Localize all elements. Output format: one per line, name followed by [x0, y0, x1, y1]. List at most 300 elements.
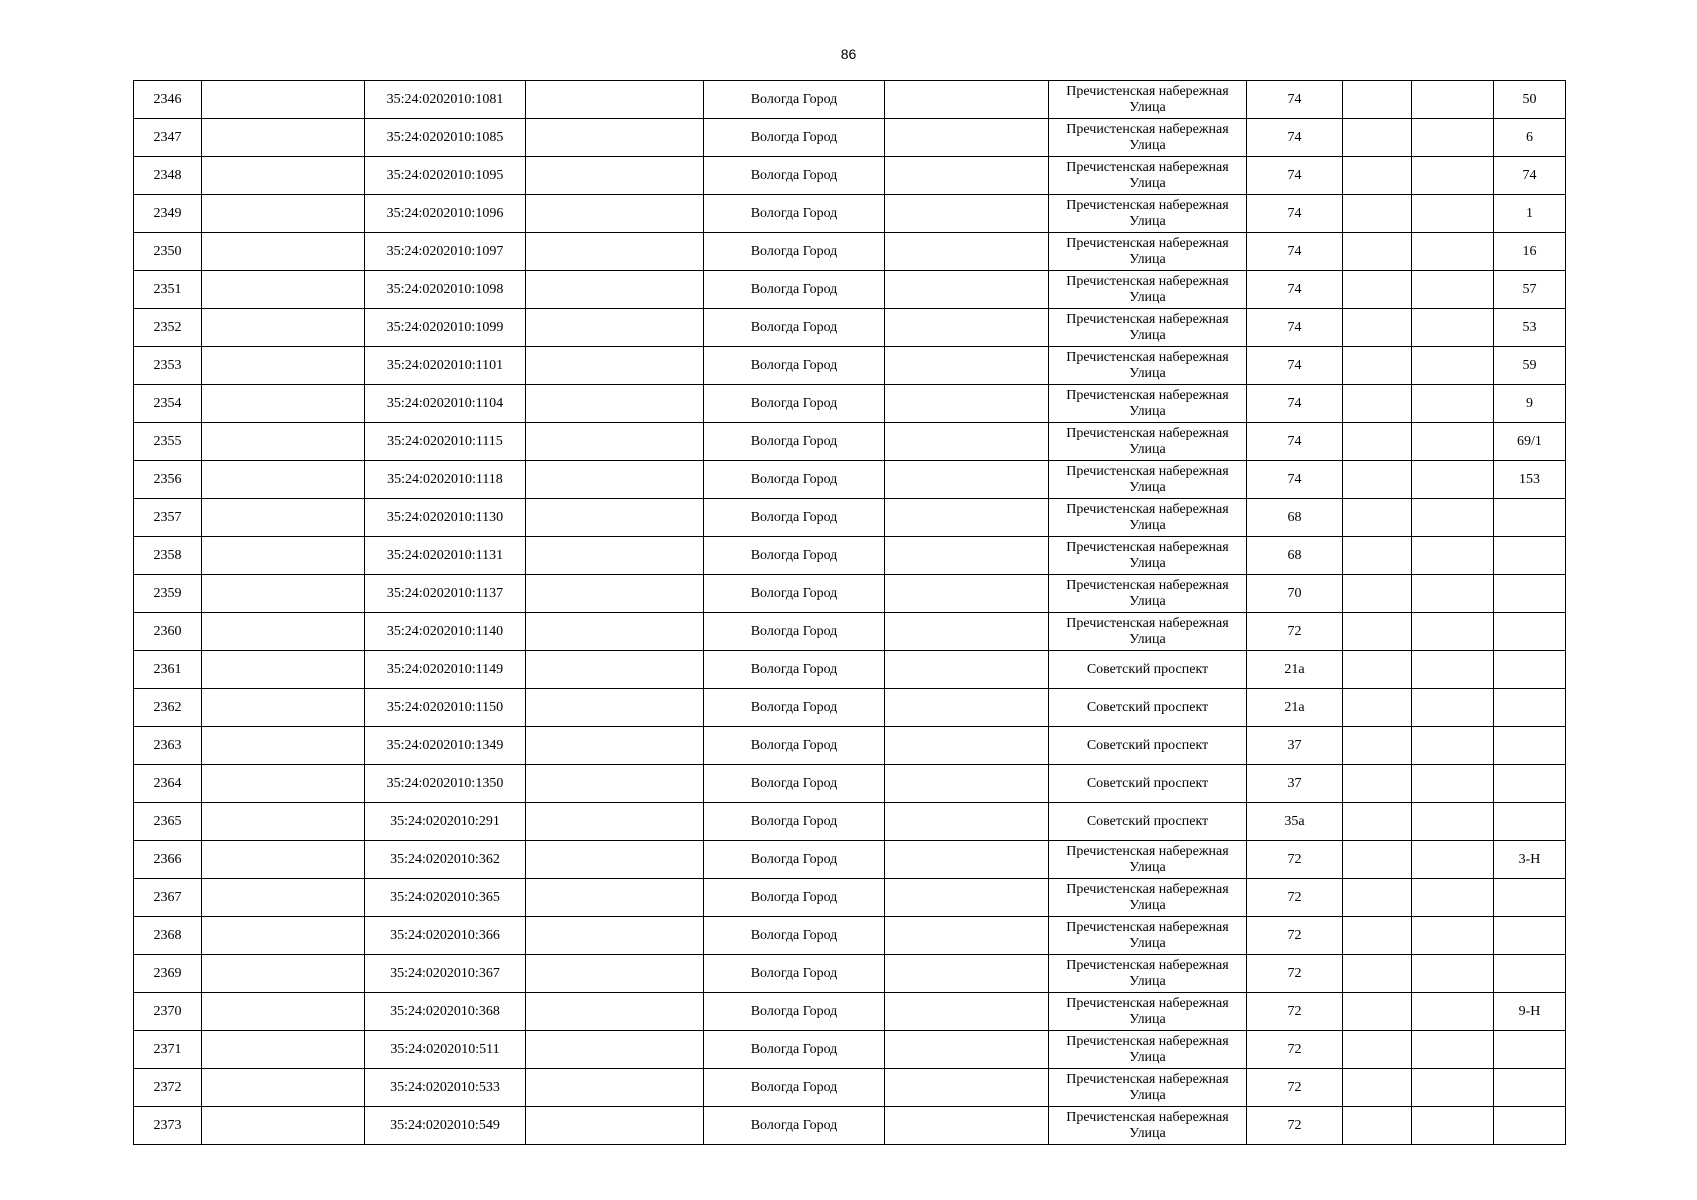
locality-cell: Вологда Город [704, 803, 885, 841]
row-number-cell: 2357 [134, 499, 202, 537]
row-number-cell: 2348 [134, 157, 202, 195]
empty-cell [885, 347, 1049, 385]
apartment-number-cell [1494, 1107, 1566, 1145]
locality-cell: Вологда Город [704, 195, 885, 233]
street-type-line: Улица [1129, 479, 1166, 495]
house-number-cell: 70 [1247, 575, 1343, 613]
empty-cell [1412, 385, 1494, 423]
street-type-line: Улица [1129, 973, 1166, 989]
empty-cell [526, 1069, 704, 1107]
row-number-cell: 2351 [134, 271, 202, 309]
empty-cell [885, 765, 1049, 803]
locality-cell: Вологда Город [704, 917, 885, 955]
street-name-line: Советский проспект [1086, 661, 1209, 677]
street-type-line: Улица [1129, 289, 1166, 305]
apartment-number-cell [1494, 955, 1566, 993]
street-name-line: Пречистенская набережная [1066, 311, 1229, 327]
cadastral-number-cell: 35:24:0202010:1085 [365, 119, 526, 157]
table-row [134, 1031, 1566, 1069]
cadastral-number-cell: 35:24:0202010:1097 [365, 233, 526, 271]
house-number-cell: 72 [1247, 613, 1343, 651]
street-name-line: Пречистенская набережная [1066, 1071, 1229, 1087]
table-row [134, 765, 1566, 803]
row-number-cell: 2350 [134, 233, 202, 271]
empty-cell [1343, 461, 1412, 499]
house-number-cell: 74 [1247, 81, 1343, 119]
street-name-line: Пречистенская набережная [1066, 83, 1229, 99]
empty-cell [1412, 271, 1494, 309]
cadastral-number-cell: 35:24:0202010:1140 [365, 613, 526, 651]
cadastral-number-cell: 35:24:0202010:1349 [365, 727, 526, 765]
empty-cell [202, 271, 365, 309]
house-number-cell: 72 [1247, 917, 1343, 955]
locality-cell: Вологда Город [704, 689, 885, 727]
empty-cell [1343, 195, 1412, 233]
empty-cell [526, 765, 704, 803]
row-number-cell: 2354 [134, 385, 202, 423]
house-number-cell: 74 [1247, 461, 1343, 499]
locality-cell: Вологда Город [704, 1069, 885, 1107]
house-number-cell: 74 [1247, 309, 1343, 347]
locality-cell: Вологда Город [704, 651, 885, 689]
cadastral-number-cell: 35:24:0202010:1098 [365, 271, 526, 309]
empty-cell [526, 879, 704, 917]
house-number-cell: 74 [1247, 423, 1343, 461]
table-row [134, 233, 1566, 271]
empty-cell [526, 461, 704, 499]
empty-cell [885, 651, 1049, 689]
street-cell [1049, 879, 1247, 917]
empty-cell [1343, 233, 1412, 271]
cadastral-number-cell: 35:24:0202010:368 [365, 993, 526, 1031]
empty-cell [885, 955, 1049, 993]
apartment-number-cell: 9-Н [1494, 993, 1566, 1031]
cadastral-number-cell: 35:24:0202010:1081 [365, 81, 526, 119]
cadastral-number-cell: 35:24:0202010:1115 [365, 423, 526, 461]
street-type-line: Улица [1129, 631, 1166, 647]
apartment-number-cell: 50 [1494, 81, 1566, 119]
empty-cell [1343, 917, 1412, 955]
street-name-line: Пречистенская набережная [1066, 881, 1229, 897]
street-cell [1049, 461, 1247, 499]
locality-cell: Вологда Город [704, 423, 885, 461]
street-name-line: Пречистенская набережная [1066, 349, 1229, 365]
street-cell [1049, 993, 1247, 1031]
row-number-cell: 2358 [134, 537, 202, 575]
street-name-line: Пречистенская набережная [1066, 501, 1229, 517]
empty-cell [1412, 993, 1494, 1031]
house-number-cell: 72 [1247, 879, 1343, 917]
cadastral-number-cell: 35:24:0202010:1130 [365, 499, 526, 537]
table-row [134, 917, 1566, 955]
empty-cell [1343, 613, 1412, 651]
locality-cell: Вологда Город [704, 157, 885, 195]
street-cell [1049, 651, 1247, 689]
apartment-number-cell: 53 [1494, 309, 1566, 347]
empty-cell [202, 613, 365, 651]
apartment-number-cell: 59 [1494, 347, 1566, 385]
empty-cell [202, 955, 365, 993]
street-name-line: Пречистенская набережная [1066, 615, 1229, 631]
empty-cell [1343, 955, 1412, 993]
empty-cell [1343, 119, 1412, 157]
empty-cell [885, 423, 1049, 461]
cadastral-number-cell: 35:24:0202010:1118 [365, 461, 526, 499]
street-name-line: Советский проспект [1086, 699, 1209, 715]
empty-cell [885, 499, 1049, 537]
empty-cell [885, 385, 1049, 423]
street-cell [1049, 157, 1247, 195]
empty-cell [202, 537, 365, 575]
empty-cell [526, 499, 704, 537]
empty-cell [1343, 537, 1412, 575]
locality-cell: Вологда Город [704, 1031, 885, 1069]
house-number-cell: 74 [1247, 385, 1343, 423]
row-number-cell: 2355 [134, 423, 202, 461]
street-name-line: Пречистенская набережная [1066, 197, 1229, 213]
row-number-cell: 2370 [134, 993, 202, 1031]
apartment-number-cell: 3-Н [1494, 841, 1566, 879]
empty-cell [885, 119, 1049, 157]
locality-cell: Вологда Город [704, 271, 885, 309]
apartment-number-cell [1494, 879, 1566, 917]
street-cell [1049, 537, 1247, 575]
empty-cell [885, 803, 1049, 841]
table-row [134, 499, 1566, 537]
cadastral-number-cell: 35:24:0202010:1099 [365, 309, 526, 347]
empty-cell [885, 1107, 1049, 1145]
empty-cell [202, 233, 365, 271]
empty-cell [202, 385, 365, 423]
empty-cell [1343, 879, 1412, 917]
street-name-line: Пречистенская набережная [1066, 539, 1229, 555]
empty-cell [1343, 1031, 1412, 1069]
street-cell [1049, 765, 1247, 803]
street-type-line: Улица [1129, 935, 1166, 951]
empty-cell [1412, 879, 1494, 917]
table-row [134, 423, 1566, 461]
street-type-line: Улица [1129, 403, 1166, 419]
street-name-line: Советский проспект [1086, 813, 1209, 829]
empty-cell [885, 575, 1049, 613]
row-number-cell: 2352 [134, 309, 202, 347]
table-row [134, 271, 1566, 309]
empty-cell [1412, 689, 1494, 727]
row-number-cell: 2346 [134, 81, 202, 119]
locality-cell: Вологда Город [704, 461, 885, 499]
street-type-line: Улица [1129, 517, 1166, 533]
row-number-cell: 2364 [134, 765, 202, 803]
empty-cell [526, 955, 704, 993]
street-cell [1049, 1031, 1247, 1069]
table-row [134, 841, 1566, 879]
table-row [134, 385, 1566, 423]
empty-cell [526, 423, 704, 461]
empty-cell [1412, 841, 1494, 879]
table-row [134, 955, 1566, 993]
street-type-line: Улица [1129, 137, 1166, 153]
street-type-line: Улица [1129, 441, 1166, 457]
empty-cell [885, 1031, 1049, 1069]
row-number-cell: 2359 [134, 575, 202, 613]
locality-cell: Вологда Город [704, 233, 885, 271]
empty-cell [202, 765, 365, 803]
table-row [134, 81, 1566, 119]
empty-cell [1412, 765, 1494, 803]
apartment-number-cell: 57 [1494, 271, 1566, 309]
row-number-cell: 2360 [134, 613, 202, 651]
empty-cell [1412, 537, 1494, 575]
empty-cell [1412, 613, 1494, 651]
table-row [134, 537, 1566, 575]
row-number-cell: 2368 [134, 917, 202, 955]
empty-cell [202, 1031, 365, 1069]
locality-cell: Вологда Город [704, 1107, 885, 1145]
table-row [134, 1069, 1566, 1107]
street-type-line: Улица [1129, 327, 1166, 343]
empty-cell [526, 385, 704, 423]
house-number-cell: 74 [1247, 271, 1343, 309]
cadastral-number-cell: 35:24:0202010:1149 [365, 651, 526, 689]
empty-cell [1412, 157, 1494, 195]
house-number-cell: 37 [1247, 727, 1343, 765]
cadastral-number-cell: 35:24:0202010:362 [365, 841, 526, 879]
empty-cell [526, 119, 704, 157]
empty-cell [526, 347, 704, 385]
street-type-line: Улица [1129, 365, 1166, 381]
house-number-cell: 68 [1247, 499, 1343, 537]
empty-cell [1412, 499, 1494, 537]
street-name-line: Пречистенская набережная [1066, 387, 1229, 403]
empty-cell [202, 119, 365, 157]
empty-cell [1343, 499, 1412, 537]
row-number-cell: 2349 [134, 195, 202, 233]
cadastral-number-cell: 35:24:0202010:1150 [365, 689, 526, 727]
locality-cell: Вологда Город [704, 841, 885, 879]
street-cell [1049, 423, 1247, 461]
empty-cell [885, 841, 1049, 879]
empty-cell [1412, 119, 1494, 157]
table-body [134, 81, 1566, 1145]
empty-cell [526, 841, 704, 879]
street-name-line: Пречистенская набережная [1066, 577, 1229, 593]
row-number-cell: 2347 [134, 119, 202, 157]
locality-cell: Вологда Город [704, 309, 885, 347]
row-number-cell: 2369 [134, 955, 202, 993]
row-number-cell: 2356 [134, 461, 202, 499]
row-number-cell: 2361 [134, 651, 202, 689]
street-name-line: Советский проспект [1086, 737, 1209, 753]
empty-cell [1412, 195, 1494, 233]
house-number-cell: 72 [1247, 1031, 1343, 1069]
empty-cell [885, 461, 1049, 499]
street-name-line: Пречистенская набережная [1066, 121, 1229, 137]
empty-cell [1343, 651, 1412, 689]
table-row [134, 1107, 1566, 1145]
empty-cell [202, 1107, 365, 1145]
street-name-line: Пречистенская набережная [1066, 957, 1229, 973]
empty-cell [1343, 803, 1412, 841]
table-row [134, 575, 1566, 613]
street-name-line: Пречистенская набережная [1066, 463, 1229, 479]
house-number-cell: 72 [1247, 955, 1343, 993]
locality-cell: Вологда Город [704, 119, 885, 157]
apartment-number-cell: 16 [1494, 233, 1566, 271]
empty-cell [526, 917, 704, 955]
locality-cell: Вологда Город [704, 499, 885, 537]
cadastral-number-cell: 35:24:0202010:1137 [365, 575, 526, 613]
empty-cell [526, 651, 704, 689]
apartment-number-cell [1494, 537, 1566, 575]
street-cell [1049, 81, 1247, 119]
street-cell [1049, 613, 1247, 651]
empty-cell [1343, 157, 1412, 195]
street-type-line: Улица [1129, 555, 1166, 571]
apartment-number-cell [1494, 575, 1566, 613]
street-cell [1049, 575, 1247, 613]
street-name-line: Пречистенская набережная [1066, 919, 1229, 935]
apartment-number-cell: 9 [1494, 385, 1566, 423]
row-number-cell: 2362 [134, 689, 202, 727]
street-cell [1049, 841, 1247, 879]
empty-cell [202, 689, 365, 727]
empty-cell [1343, 81, 1412, 119]
street-type-line: Улица [1129, 99, 1166, 115]
empty-cell [1412, 1031, 1494, 1069]
empty-cell [526, 803, 704, 841]
cadastral-number-cell: 35:24:0202010:533 [365, 1069, 526, 1107]
table-row [134, 157, 1566, 195]
street-cell [1049, 727, 1247, 765]
empty-cell [202, 993, 365, 1031]
row-number-cell: 2373 [134, 1107, 202, 1145]
apartment-number-cell: 69/1 [1494, 423, 1566, 461]
table-row [134, 993, 1566, 1031]
empty-cell [1343, 765, 1412, 803]
apartment-number-cell [1494, 765, 1566, 803]
house-number-cell: 74 [1247, 233, 1343, 271]
table-row [134, 309, 1566, 347]
empty-cell [1343, 993, 1412, 1031]
street-cell [1049, 803, 1247, 841]
empty-cell [1343, 271, 1412, 309]
empty-cell [1343, 1069, 1412, 1107]
empty-cell [1412, 461, 1494, 499]
empty-cell [1412, 347, 1494, 385]
empty-cell [202, 309, 365, 347]
apartment-number-cell: 1 [1494, 195, 1566, 233]
empty-cell [885, 917, 1049, 955]
locality-cell: Вологда Город [704, 765, 885, 803]
house-number-cell: 72 [1247, 1107, 1343, 1145]
empty-cell [202, 879, 365, 917]
empty-cell [1343, 347, 1412, 385]
empty-cell [885, 81, 1049, 119]
empty-cell [526, 233, 704, 271]
empty-cell [526, 81, 704, 119]
row-number-cell: 2367 [134, 879, 202, 917]
locality-cell: Вологда Город [704, 537, 885, 575]
empty-cell [526, 271, 704, 309]
empty-cell [1343, 689, 1412, 727]
empty-cell [526, 157, 704, 195]
empty-cell [202, 727, 365, 765]
empty-cell [526, 195, 704, 233]
row-number-cell: 2371 [134, 1031, 202, 1069]
empty-cell [1412, 309, 1494, 347]
empty-cell [526, 727, 704, 765]
locality-cell: Вологда Город [704, 955, 885, 993]
apartment-number-cell [1494, 689, 1566, 727]
empty-cell [526, 689, 704, 727]
house-number-cell: 74 [1247, 119, 1343, 157]
empty-cell [885, 309, 1049, 347]
street-name-line: Советский проспект [1086, 775, 1209, 791]
house-number-cell: 35а [1247, 803, 1343, 841]
apartment-number-cell [1494, 727, 1566, 765]
street-cell [1049, 499, 1247, 537]
empty-cell [526, 1031, 704, 1069]
empty-cell [1412, 727, 1494, 765]
empty-cell [885, 195, 1049, 233]
empty-cell [1412, 1107, 1494, 1145]
cadastral-number-cell: 35:24:0202010:1096 [365, 195, 526, 233]
house-number-cell: 21а [1247, 651, 1343, 689]
locality-cell: Вологда Город [704, 727, 885, 765]
house-number-cell: 21а [1247, 689, 1343, 727]
empty-cell [526, 993, 704, 1031]
street-type-line: Улица [1129, 897, 1166, 913]
locality-cell: Вологда Город [704, 575, 885, 613]
street-type-line: Улица [1129, 1125, 1166, 1141]
row-number-cell: 2363 [134, 727, 202, 765]
empty-cell [202, 917, 365, 955]
empty-cell [885, 271, 1049, 309]
locality-cell: Вологда Город [704, 81, 885, 119]
empty-cell [1343, 575, 1412, 613]
street-type-line: Улица [1129, 251, 1166, 267]
street-cell [1049, 309, 1247, 347]
row-number-cell: 2372 [134, 1069, 202, 1107]
apartment-number-cell [1494, 651, 1566, 689]
table-row [134, 727, 1566, 765]
empty-cell [202, 841, 365, 879]
locality-cell: Вологда Город [704, 879, 885, 917]
empty-cell [1412, 233, 1494, 271]
row-number-cell: 2366 [134, 841, 202, 879]
apartment-number-cell [1494, 1031, 1566, 1069]
apartment-number-cell [1494, 917, 1566, 955]
empty-cell [526, 1107, 704, 1145]
street-type-line: Улица [1129, 175, 1166, 191]
street-type-line: Улица [1129, 1011, 1166, 1027]
empty-cell [526, 537, 704, 575]
empty-cell [885, 157, 1049, 195]
empty-cell [202, 651, 365, 689]
street-cell [1049, 955, 1247, 993]
street-cell [1049, 347, 1247, 385]
empty-cell [885, 233, 1049, 271]
empty-cell [1412, 1069, 1494, 1107]
street-type-line: Улица [1129, 213, 1166, 229]
locality-cell: Вологда Город [704, 347, 885, 385]
cadastral-number-cell: 35:24:0202010:1095 [365, 157, 526, 195]
cadastral-number-cell: 35:24:0202010:366 [365, 917, 526, 955]
empty-cell [1343, 1107, 1412, 1145]
table-row [134, 461, 1566, 499]
street-cell [1049, 917, 1247, 955]
cadastral-number-cell: 35:24:0202010:1101 [365, 347, 526, 385]
